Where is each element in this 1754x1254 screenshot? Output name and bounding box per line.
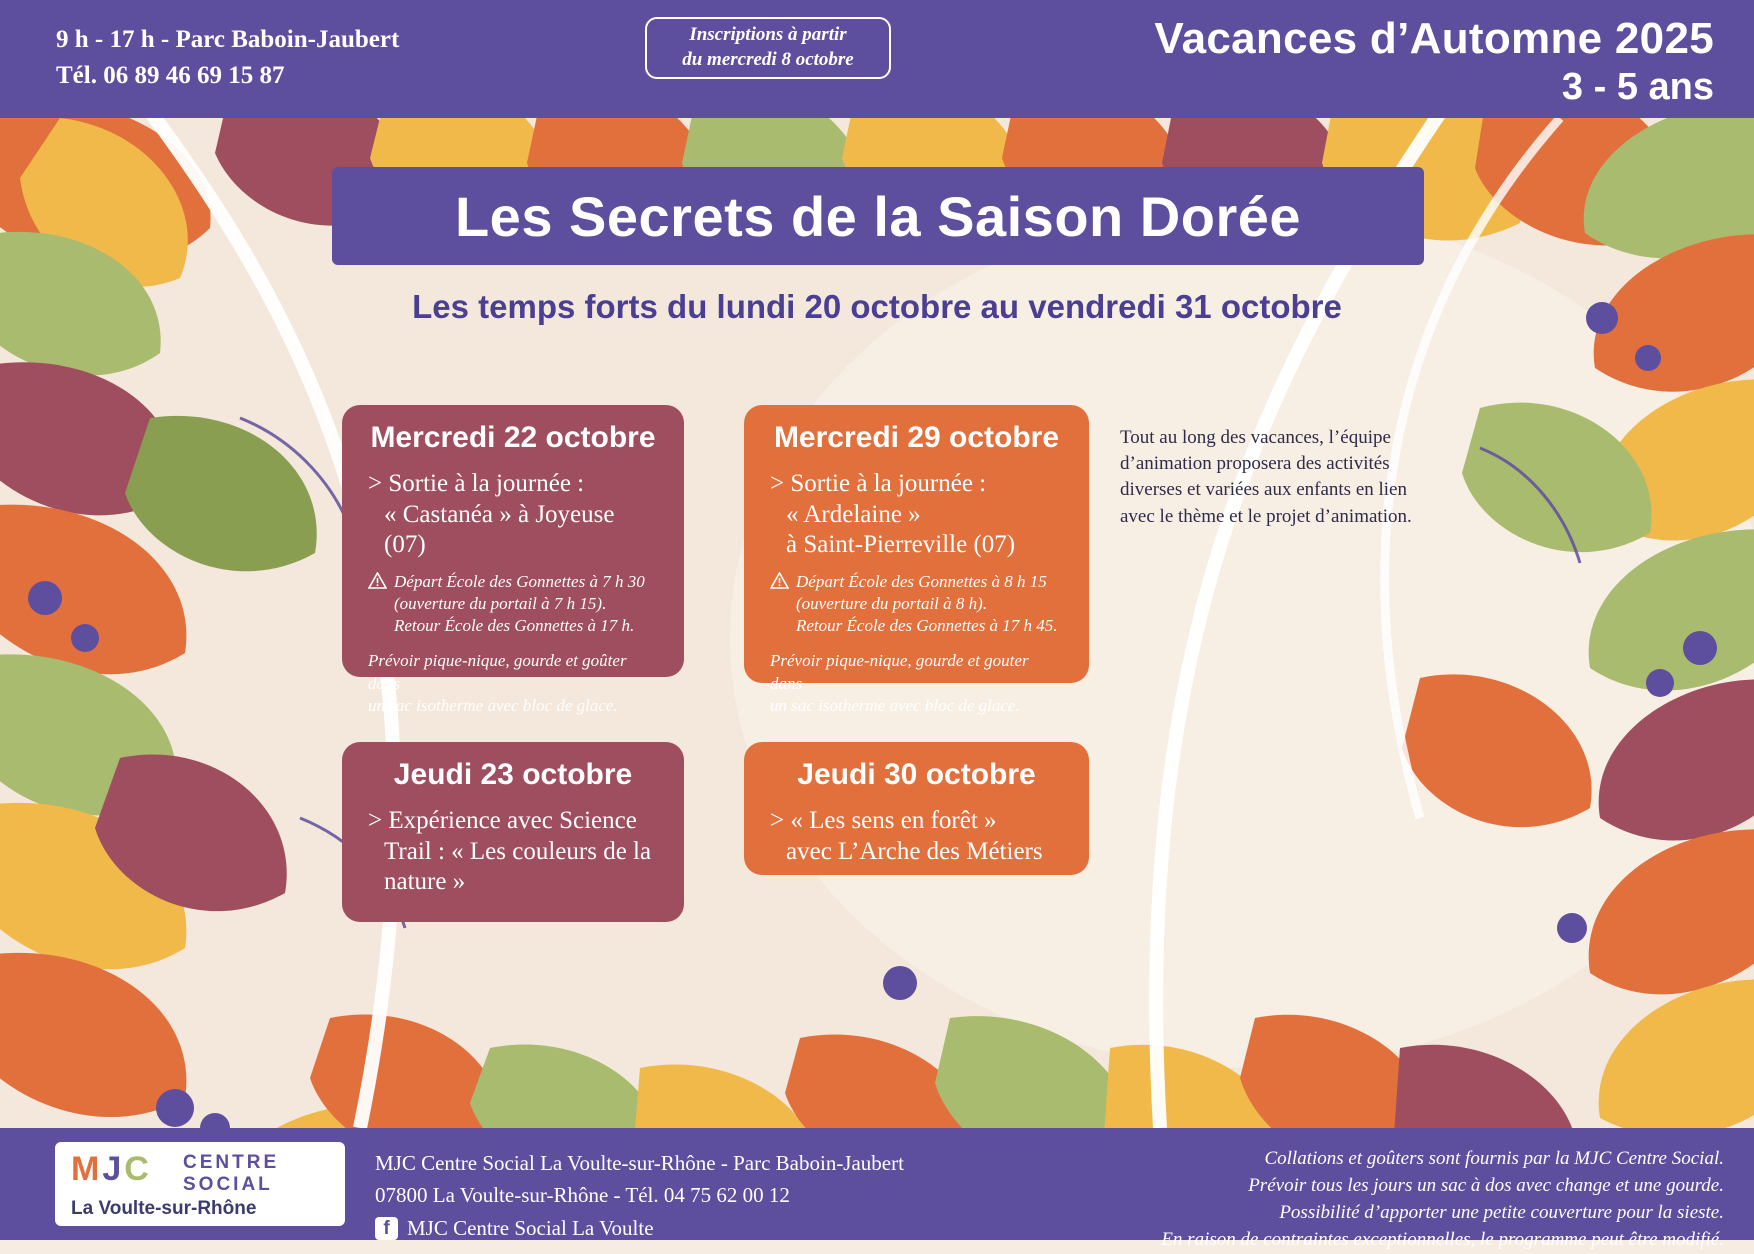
event-card-title: Mercredi 22 octobre xyxy=(370,421,656,454)
mjc-logo-centre-social xyxy=(183,1152,279,1196)
registration-badge xyxy=(645,17,891,79)
event-card-jeudi-30-octobre xyxy=(744,742,1089,875)
facebook-icon[interactable]: f xyxy=(375,1217,398,1240)
registration-badge-line2: du mercredi 8 octobre xyxy=(682,49,854,70)
mjc-logo-centre: CENTRE xyxy=(183,1152,280,1173)
footer-bar xyxy=(0,1128,1754,1250)
warning-line: Départ École des Gonnettes à 7 h 30 xyxy=(394,571,645,591)
event-bullet-line: nature » xyxy=(384,868,466,895)
footer-address-block xyxy=(375,1148,904,1245)
event-card-bullet xyxy=(770,806,1063,867)
warning-line: Retour École des Gonnettes à 17 h. xyxy=(394,616,635,636)
header-phone: Tél. 06 89 46 69 15 87 xyxy=(56,62,285,90)
event-card-warning xyxy=(368,571,658,638)
event-bullet-line: « Castanéa » à Joyeuse (07) xyxy=(384,500,615,558)
event-card-bullet xyxy=(368,806,658,898)
event-bullet-line: > « Les sens en forêt » xyxy=(770,807,997,834)
footer-legal-line: Prévoir tous les jours un sac à dos avec change et une gourde. xyxy=(1248,1174,1724,1196)
event-card-title: Jeudi 23 octobre xyxy=(393,758,633,791)
event-bullet-line: > Sortie à la journée : xyxy=(368,470,585,497)
warning-triangle-icon xyxy=(770,572,789,638)
event-bullet-line: avec L’Arche des Métiers xyxy=(786,837,1043,865)
header-bar xyxy=(0,0,1754,118)
event-card-bullet xyxy=(368,469,658,561)
poster-subtitle: Les temps forts du lundi 20 octobre au vendredi 31 octobre xyxy=(412,288,1342,325)
note-line: Prévoir pique-nique, gourde et goûter dans xyxy=(368,650,627,693)
header-season-block xyxy=(1154,14,1714,109)
note-line: un sac isotherme avec bloc de glace. xyxy=(368,696,618,716)
footer-legal-line: Collations et goûters sont fournis par la MJC Centre Social. xyxy=(1264,1148,1724,1169)
mjc-logo xyxy=(55,1142,345,1226)
footer-facebook-label[interactable]: MJC Centre Social La Voulte xyxy=(407,1216,654,1240)
warning-line: (ouverture du portail à 8 h). xyxy=(796,593,988,613)
general-info-note: Tout au long des vacances, l’équipe d’animation proposera des activités diverses et variées aux enfants en lien avec le thème et le projet d’animation. xyxy=(1120,427,1412,527)
mjc-logo-letters: MJC xyxy=(71,1150,152,1188)
footer-legal-block xyxy=(1161,1146,1724,1254)
event-bullet-line: > Expérience avec Science xyxy=(368,807,637,834)
footer-address-line2: 07800 La Voulte-sur-Rhône - Tél. 04 75 62 00 12 xyxy=(375,1182,790,1207)
mjc-logo-town: La Voulte-sur-Rhône xyxy=(71,1198,257,1219)
poster-title-banner xyxy=(332,167,1424,265)
event-card-jeudi-23-octobre xyxy=(342,742,684,922)
footer-legal-line: En raison de contraintes exceptionnelles, le programme peut être modifié. xyxy=(1161,1228,1724,1250)
footer-address-line1: MJC Centre Social La Voulte-sur-Rhône - Parc Baboin-Jaubert xyxy=(375,1151,904,1175)
page-title: Les Secrets de la Saison Dorée xyxy=(454,184,1302,248)
event-card-note xyxy=(770,650,1063,718)
event-card-mercredi-22-octobre xyxy=(342,405,684,716)
event-card-warning xyxy=(770,571,1063,638)
header-season: Vacances d’Automne 2025 xyxy=(1154,14,1714,63)
warning-line: Départ École des Gonnettes à 8 h 15 xyxy=(796,571,1047,591)
warning-line: (ouverture du portail à 7 h 15). xyxy=(394,593,607,613)
note-line: un sac isotherme avec bloc de glace. xyxy=(770,696,1020,716)
header-ages: 3 - 5 ans xyxy=(1561,66,1714,108)
event-card-title: Jeudi 30 octobre xyxy=(797,758,1036,791)
registration-badge-line1: Inscriptions à partir xyxy=(689,24,847,46)
event-bullet-line: > Sortie à la journée : xyxy=(770,470,987,497)
warning-triangle-icon xyxy=(368,572,387,638)
event-bullet-line: Trail : « Les couleurs de la xyxy=(384,837,652,865)
mjc-logo-social: SOCIAL xyxy=(183,1173,273,1195)
header-hours: 9 h - 17 h - Parc Baboin-Jaubert xyxy=(56,26,400,53)
event-card-title: Mercredi 29 octobre xyxy=(773,421,1060,454)
event-card-bullet xyxy=(770,469,1063,561)
footer-legal-line: Possibilité d’apporter une petite couverture pour la sieste. xyxy=(1279,1201,1724,1223)
header-contact xyxy=(56,22,399,95)
event-card-note xyxy=(368,650,658,718)
note-line: Prévoir pique-nique, gourde et gouter dans xyxy=(770,650,1029,693)
event-bullet-line: « Ardelaine » xyxy=(786,500,921,528)
event-card-mercredi-29-octobre xyxy=(744,405,1089,716)
warning-line: Retour École des Gonnettes à 17 h 45. xyxy=(796,616,1058,636)
event-bullet-line: à Saint-Pierreville (07) xyxy=(786,531,1016,558)
